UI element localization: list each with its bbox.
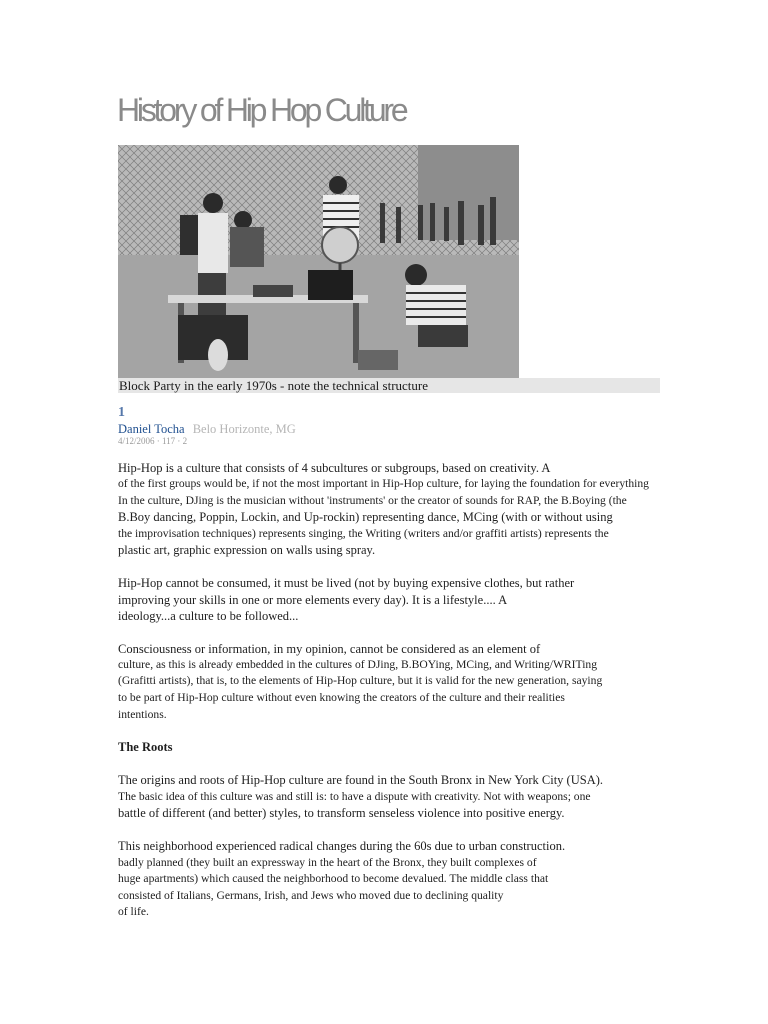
document-meta: 4/12/2006 · 117 · 2 (118, 436, 188, 446)
body-line: badly planned (they built an expressway in the heart of the Bronx, they built complexes of (118, 856, 537, 869)
block-party-photo (118, 145, 519, 378)
body-line: (Grafitti artists), that is, to the elements of Hip-Hop culture, but it is valid for the new generation, saying (118, 674, 603, 687)
author-line (118, 422, 296, 437)
page-title: History of Hip Hop Culture (117, 92, 406, 128)
body-line: improving your skills in one or more elements every day). It is a lifestyle.... A (118, 593, 508, 607)
body-line: The basic idea of this culture was and still is: to have a dispute with creativity. Not with weapons; one (118, 790, 591, 803)
body-line: of life. (118, 905, 149, 918)
photo-illustration (118, 145, 519, 378)
body-line: Hip-Hop is a culture that consists of 4 subcultures or subgroups, based on creativity. A (118, 461, 551, 475)
body-line: to be part of Hip-Hop culture without even knowing the creators of the culture and their realities (118, 691, 565, 704)
body-line: the improvisation techniques) represents singing, the Writing (writers and/or graffiti artists) represents the (118, 527, 609, 540)
author-link[interactable]: Daniel Tocha (118, 422, 185, 436)
body-line: Consciousness or information, in my opinion, cannot be considered as an element of (118, 642, 541, 656)
body-line: Hip-Hop cannot be consumed, it must be lived (not by buying expensive clothes, but rather (118, 576, 575, 590)
author-location: Belo Horizonte, MG (192, 422, 296, 436)
body-line: B.Boy dancing, Poppin, Lockin, and Up-rockin) representing dance, MCing (with or without using (118, 510, 613, 524)
body-line: of the first groups would be, if not the most important in Hip-Hop culture, for laying the foundation for everything (118, 477, 649, 490)
section-heading: The Roots (118, 740, 173, 754)
body-line: In the culture, DJing is the musician without 'instruments' or the creator of sounds for RAP, the B.Boying (the (118, 494, 627, 507)
body-line: culture, as this is already embedded in the cultures of DJing, B.BOYing, MCing, and Writing/WRITing (118, 658, 598, 671)
body-line: intentions. (118, 708, 167, 721)
body-line: ideology...a culture to be followed... (118, 609, 299, 623)
body-line: This neighborhood experienced radical changes during the 60s due to urban construction. (118, 839, 566, 853)
body-line: consisted of Italians, Germans, Irish, and Jews who moved due to declining quality (118, 889, 504, 902)
body-line: battle of different (and better) styles, to transform senseless violence into positive energy. (118, 806, 565, 820)
body-line: huge apartments) which caused the neighborhood to become devalued. The middle class that (118, 872, 549, 885)
body-line: The origins and roots of Hip-Hop culture are found in the South Bronx in New York City (USA). (118, 773, 604, 787)
page-number: 1 (118, 405, 125, 420)
photo-caption: Block Party in the early 1970s - note the technical structure (118, 378, 660, 393)
body-line: plastic art, graphic expression on walls using spray. (118, 543, 376, 557)
